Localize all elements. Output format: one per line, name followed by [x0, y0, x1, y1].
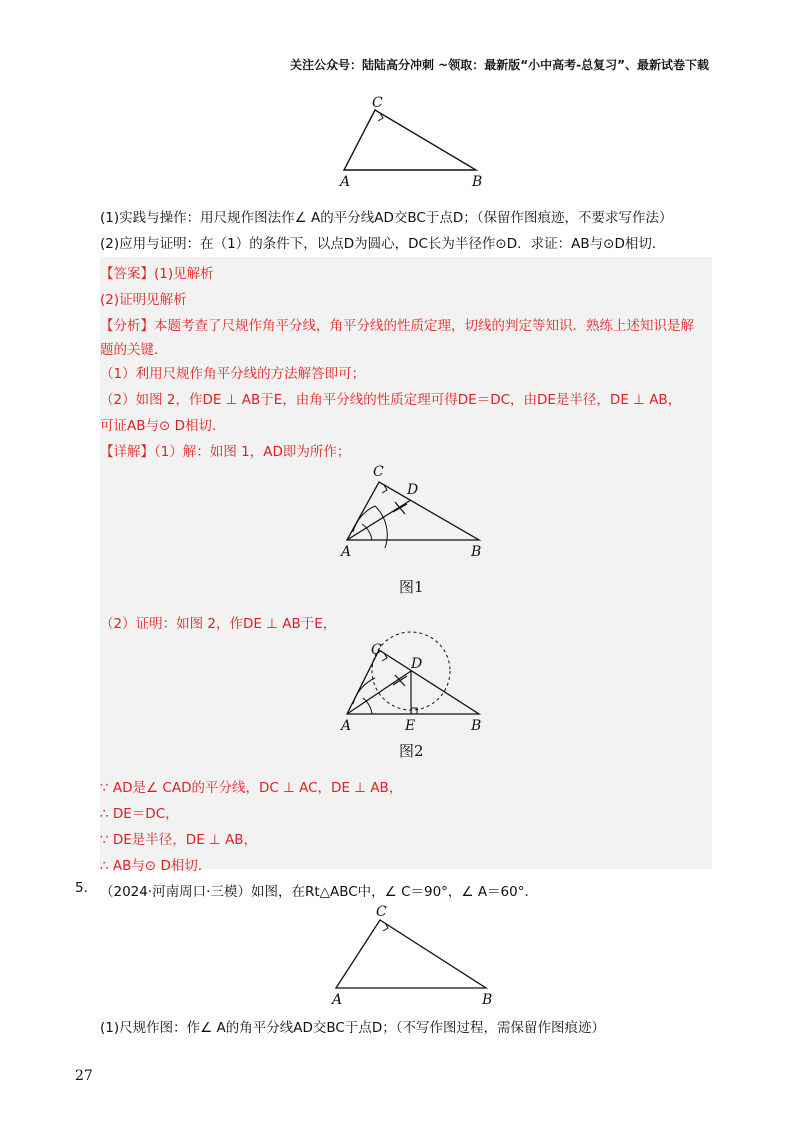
page-header: 关注公众号：陆陆高分冲刺 ~领取：最新版“小中高考-总复习”、最新试卷下载: [290, 58, 709, 72]
figure-2: [335, 628, 495, 738]
detail-line: 【详解】（1）解：如图 1，AD即为所作；: [100, 444, 351, 460]
question-part-1: (1)实践与操作：用尺规作图法作∠ A的平分线AD交BC于点D；（保留作图痕迹，不要求写作法）: [100, 210, 673, 226]
question-number: 5.: [75, 880, 88, 896]
q5-label-A: A: [332, 992, 343, 1008]
label-C: C: [372, 95, 383, 111]
label-A: A: [340, 174, 351, 190]
analysis-line-2: 题的关键．: [100, 342, 168, 358]
analysis-line-1: 【分析】本题考查了尺规作角平分线，角平分线的性质定理，切线的判定等知识．熟练上述知识是解: [100, 318, 694, 334]
proof-intro: （2）证明：如图 2，作DE ⊥ AB于E，: [100, 616, 337, 632]
answer-part-2: (2)证明见解析: [100, 292, 187, 308]
question-5-stem: （2024·河南周口·三模）如图，在Rt△ABC中，∠ C＝90°，∠ A＝60°．: [100, 884, 538, 900]
page-number: 27: [75, 1068, 93, 1084]
proof-line-1: ∵ AD是∠ CAD的平分线，DC ⊥ AC，DE ⊥ AB，: [100, 780, 403, 796]
fig2-label-C: C: [371, 642, 382, 658]
question-part-2: (2)应用与证明：在（1）的条件下，以点D为圆心，DC长为半径作⊙D．求证：AB与⊙D相切．: [100, 236, 666, 252]
fig1-label-A: A: [341, 544, 352, 560]
analysis-step-2-cont: 可证AB与⊙ D相切．: [100, 418, 226, 434]
fig1-label-C: C: [373, 464, 384, 480]
figure-2-caption: 图2: [399, 742, 424, 760]
q5-label-C: C: [376, 904, 387, 920]
label-B: B: [472, 174, 483, 190]
triangle-figure-top: [330, 92, 500, 192]
analysis-step-1: （1）利用尺规作角平分线的方法解答即可；: [100, 366, 366, 382]
proof-line-2: ∴ DE＝DC，: [100, 806, 179, 822]
answer-title: 【答案】(1)见解析: [100, 266, 214, 282]
proof-line-3: ∵ DE是半径，DE ⊥ AB，: [100, 832, 258, 848]
triangle-figure-q5: [326, 898, 496, 1008]
fig2-label-D: D: [411, 656, 423, 672]
figure-1-caption: 图1: [399, 578, 424, 596]
fig2-label-B: B: [471, 718, 482, 734]
analysis-step-2: （2）如图 2，作DE ⊥ AB于E，由角平分线的性质定理可得DE＝DC，由DE是半径，DE ⊥ AB，: [100, 392, 682, 408]
question-5-part-1: (1)尺规作图：作∠ A的角平分线AD交BC于点D；（不写作图过程，需保留作图痕迹）: [100, 1020, 605, 1036]
proof-line-4: ∴ AB与⊙ D相切．: [100, 858, 212, 874]
fig2-label-A: A: [341, 718, 352, 734]
fig2-label-E: E: [405, 718, 416, 734]
fig1-label-B: B: [471, 544, 482, 560]
fig1-label-D: D: [407, 482, 419, 498]
figure-1: [335, 462, 495, 562]
q5-label-B: B: [482, 992, 493, 1008]
